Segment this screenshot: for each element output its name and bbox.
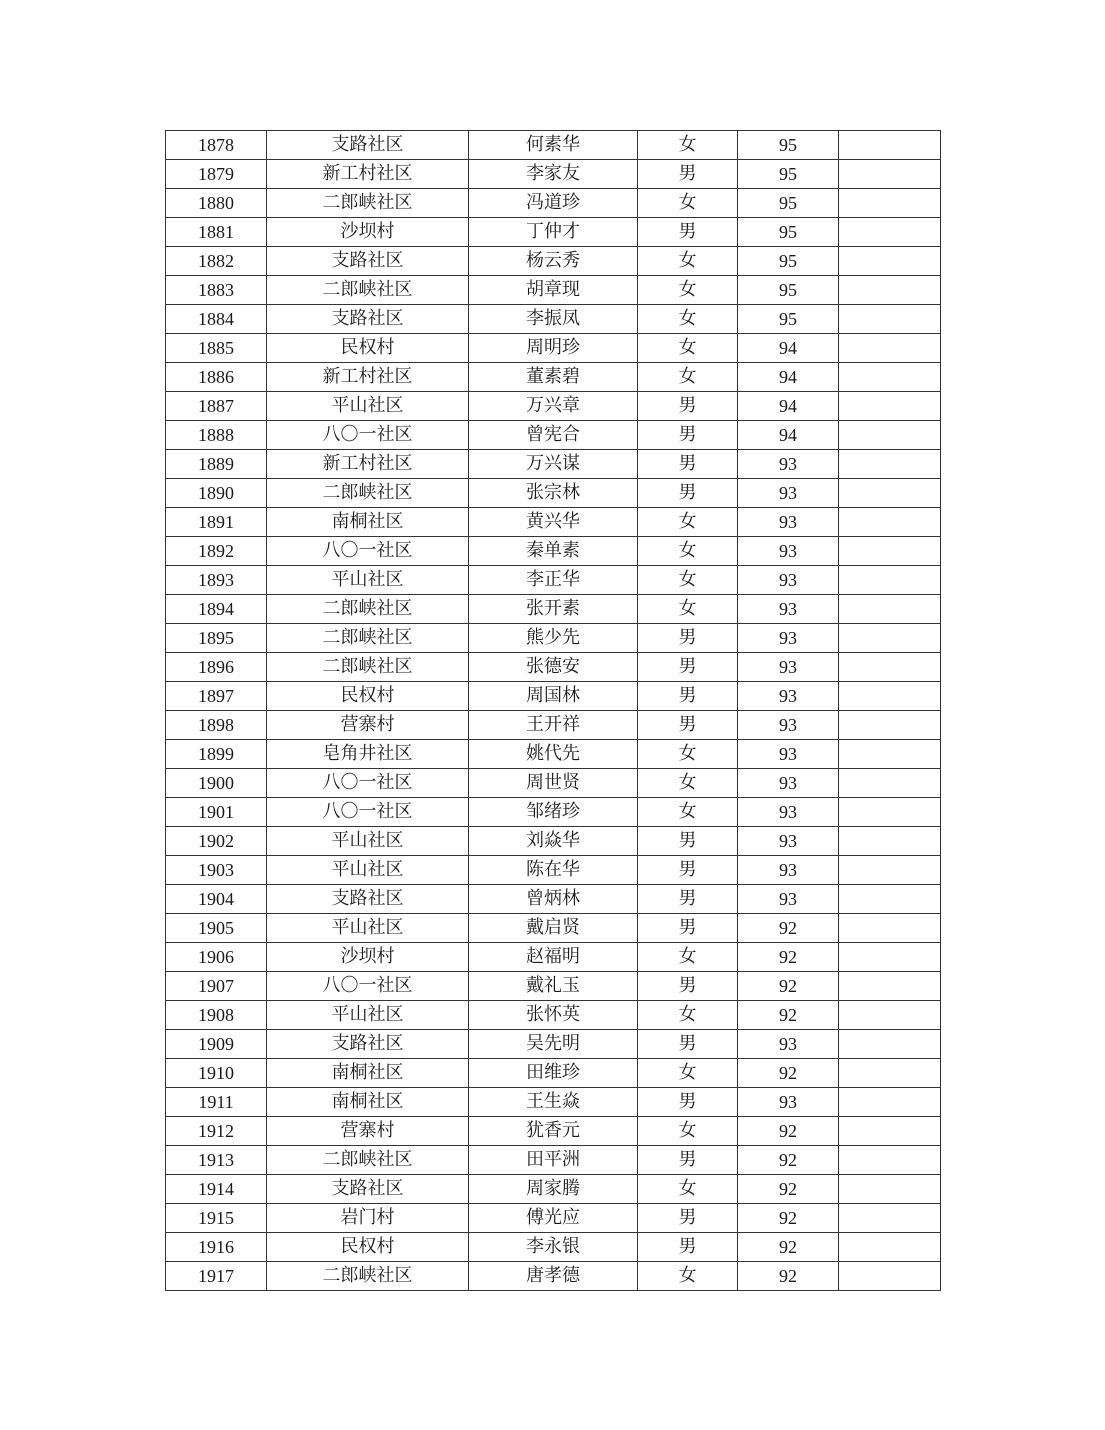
- age-cell: 93: [738, 711, 839, 740]
- age-cell: 95: [738, 189, 839, 218]
- note-cell: [839, 1146, 941, 1175]
- name-cell: 黄兴华: [469, 508, 638, 537]
- row-number-cell: 1887: [166, 392, 267, 421]
- row-number-cell: 1897: [166, 682, 267, 711]
- community-cell: 沙坝村: [267, 218, 469, 247]
- row-number-cell: 1879: [166, 160, 267, 189]
- table-row: [166, 566, 941, 595]
- table-row: [166, 508, 941, 537]
- age-cell: 94: [738, 392, 839, 421]
- note-cell: [839, 972, 941, 1001]
- note-cell: [839, 1262, 941, 1291]
- gender-cell: 男: [638, 1088, 738, 1117]
- name-cell: 何素华: [469, 131, 638, 160]
- community-cell: 八〇一社区: [267, 537, 469, 566]
- table-row: [166, 682, 941, 711]
- table-row: [166, 885, 941, 914]
- note-cell: [839, 218, 941, 247]
- gender-cell: 女: [638, 131, 738, 160]
- age-cell: 95: [738, 247, 839, 276]
- row-number-cell: 1904: [166, 885, 267, 914]
- gender-cell: 男: [638, 827, 738, 856]
- table-row: [166, 1175, 941, 1204]
- row-number-cell: 1903: [166, 856, 267, 885]
- note-cell: [839, 1175, 941, 1204]
- note-cell: [839, 508, 941, 537]
- row-number-cell: 1917: [166, 1262, 267, 1291]
- table-row: [166, 914, 941, 943]
- note-cell: [839, 363, 941, 392]
- row-number-cell: 1885: [166, 334, 267, 363]
- name-cell: 杨云秀: [469, 247, 638, 276]
- community-cell: 平山社区: [267, 856, 469, 885]
- note-cell: [839, 421, 941, 450]
- name-cell: 犹香元: [469, 1117, 638, 1146]
- gender-cell: 男: [638, 450, 738, 479]
- row-number-cell: 1894: [166, 595, 267, 624]
- row-number-cell: 1878: [166, 131, 267, 160]
- table-row: [166, 624, 941, 653]
- name-cell: 张开素: [469, 595, 638, 624]
- table-row: [166, 711, 941, 740]
- table-row: [166, 392, 941, 421]
- row-number-cell: 1907: [166, 972, 267, 1001]
- gender-cell: 男: [638, 479, 738, 508]
- name-cell: 周国林: [469, 682, 638, 711]
- age-cell: 92: [738, 1262, 839, 1291]
- name-cell: 熊少先: [469, 624, 638, 653]
- age-cell: 93: [738, 798, 839, 827]
- community-cell: 支路社区: [267, 1030, 469, 1059]
- name-cell: 田维珍: [469, 1059, 638, 1088]
- community-cell: 沙坝村: [267, 943, 469, 972]
- age-cell: 92: [738, 1059, 839, 1088]
- table-row: [166, 160, 941, 189]
- age-cell: 94: [738, 421, 839, 450]
- gender-cell: 男: [638, 1204, 738, 1233]
- gender-cell: 女: [638, 566, 738, 595]
- community-cell: 营寨村: [267, 1117, 469, 1146]
- gender-cell: 女: [638, 276, 738, 305]
- name-cell: 戴启贤: [469, 914, 638, 943]
- gender-cell: 男: [638, 1233, 738, 1262]
- note-cell: [839, 682, 941, 711]
- row-number-cell: 1893: [166, 566, 267, 595]
- table-row: [166, 537, 941, 566]
- age-cell: 92: [738, 943, 839, 972]
- row-number-cell: 1915: [166, 1204, 267, 1233]
- note-cell: [839, 624, 941, 653]
- gender-cell: 男: [638, 885, 738, 914]
- note-cell: [839, 740, 941, 769]
- gender-cell: 男: [638, 1030, 738, 1059]
- row-number-cell: 1882: [166, 247, 267, 276]
- name-cell: 李家友: [469, 160, 638, 189]
- gender-cell: 男: [638, 392, 738, 421]
- gender-cell: 女: [638, 508, 738, 537]
- age-cell: 94: [738, 363, 839, 392]
- age-cell: 93: [738, 450, 839, 479]
- gender-cell: 男: [638, 682, 738, 711]
- note-cell: [839, 392, 941, 421]
- gender-cell: 女: [638, 740, 738, 769]
- note-cell: [839, 711, 941, 740]
- gender-cell: 女: [638, 1262, 738, 1291]
- gender-cell: 男: [638, 1146, 738, 1175]
- row-number-cell: 1910: [166, 1059, 267, 1088]
- name-cell: 曾宪合: [469, 421, 638, 450]
- row-number-cell: 1902: [166, 827, 267, 856]
- row-number-cell: 1900: [166, 769, 267, 798]
- row-number-cell: 1889: [166, 450, 267, 479]
- row-number-cell: 1916: [166, 1233, 267, 1262]
- table-row: [166, 1146, 941, 1175]
- name-cell: 周明珍: [469, 334, 638, 363]
- name-cell: 周世贤: [469, 769, 638, 798]
- name-cell: 胡章现: [469, 276, 638, 305]
- note-cell: [839, 305, 941, 334]
- row-number-cell: 1895: [166, 624, 267, 653]
- name-cell: 李永银: [469, 1233, 638, 1262]
- name-cell: 陈在华: [469, 856, 638, 885]
- table-row: [166, 1262, 941, 1291]
- row-number-cell: 1883: [166, 276, 267, 305]
- row-number-cell: 1892: [166, 537, 267, 566]
- note-cell: [839, 131, 941, 160]
- table-row: [166, 1117, 941, 1146]
- gender-cell: 女: [638, 334, 738, 363]
- row-number-cell: 1890: [166, 479, 267, 508]
- community-cell: 民权村: [267, 334, 469, 363]
- community-cell: 民权村: [267, 682, 469, 711]
- community-cell: 新工村社区: [267, 160, 469, 189]
- community-cell: 支路社区: [267, 131, 469, 160]
- name-cell: 冯道珍: [469, 189, 638, 218]
- community-cell: 二郎峡社区: [267, 1262, 469, 1291]
- name-cell: 吴先明: [469, 1030, 638, 1059]
- name-cell: 李振凤: [469, 305, 638, 334]
- note-cell: [839, 1030, 941, 1059]
- name-cell: 张德安: [469, 653, 638, 682]
- age-cell: 95: [738, 131, 839, 160]
- table-row: [166, 856, 941, 885]
- age-cell: 93: [738, 508, 839, 537]
- table-row: [166, 769, 941, 798]
- note-cell: [839, 914, 941, 943]
- age-cell: 95: [738, 160, 839, 189]
- name-cell: 万兴章: [469, 392, 638, 421]
- row-number-cell: 1914: [166, 1175, 267, 1204]
- name-cell: 邹绪珍: [469, 798, 638, 827]
- community-cell: 二郎峡社区: [267, 189, 469, 218]
- community-cell: 二郎峡社区: [267, 595, 469, 624]
- community-cell: 平山社区: [267, 566, 469, 595]
- age-cell: 93: [738, 769, 839, 798]
- note-cell: [839, 1117, 941, 1146]
- gender-cell: 男: [638, 421, 738, 450]
- community-cell: 支路社区: [267, 1175, 469, 1204]
- row-number-cell: 1880: [166, 189, 267, 218]
- age-cell: 95: [738, 305, 839, 334]
- community-cell: 岩门村: [267, 1204, 469, 1233]
- note-cell: [839, 1204, 941, 1233]
- note-cell: [839, 566, 941, 595]
- table-row: [166, 334, 941, 363]
- row-number-cell: 1891: [166, 508, 267, 537]
- gender-cell: 男: [638, 218, 738, 247]
- table-body: [166, 131, 941, 1291]
- gender-cell: 女: [638, 1059, 738, 1088]
- gender-cell: 男: [638, 711, 738, 740]
- name-cell: 赵福明: [469, 943, 638, 972]
- elderly-roster-table: [165, 130, 941, 1291]
- name-cell: 张宗林: [469, 479, 638, 508]
- community-cell: 南桐社区: [267, 1059, 469, 1088]
- table-row: [166, 450, 941, 479]
- community-cell: 新工村社区: [267, 450, 469, 479]
- row-number-cell: 1896: [166, 653, 267, 682]
- community-cell: 平山社区: [267, 827, 469, 856]
- row-number-cell: 1912: [166, 1117, 267, 1146]
- table-row: [166, 972, 941, 1001]
- row-number-cell: 1913: [166, 1146, 267, 1175]
- community-cell: 皂角井社区: [267, 740, 469, 769]
- table-row: [166, 1233, 941, 1262]
- community-cell: 支路社区: [267, 305, 469, 334]
- gender-cell: 男: [638, 160, 738, 189]
- table-row: [166, 1059, 941, 1088]
- community-cell: 二郎峡社区: [267, 479, 469, 508]
- name-cell: 曾炳林: [469, 885, 638, 914]
- community-cell: 二郎峡社区: [267, 653, 469, 682]
- row-number-cell: 1884: [166, 305, 267, 334]
- community-cell: 二郎峡社区: [267, 1146, 469, 1175]
- name-cell: 王生焱: [469, 1088, 638, 1117]
- name-cell: 张怀英: [469, 1001, 638, 1030]
- name-cell: 李正华: [469, 566, 638, 595]
- age-cell: 93: [738, 595, 839, 624]
- row-number-cell: 1901: [166, 798, 267, 827]
- gender-cell: 男: [638, 856, 738, 885]
- note-cell: [839, 595, 941, 624]
- age-cell: 92: [738, 1204, 839, 1233]
- age-cell: 93: [738, 479, 839, 508]
- table-row: [166, 421, 941, 450]
- gender-cell: 男: [638, 624, 738, 653]
- note-cell: [839, 1059, 941, 1088]
- note-cell: [839, 885, 941, 914]
- age-cell: 93: [738, 537, 839, 566]
- community-cell: 新工村社区: [267, 363, 469, 392]
- table-row: [166, 479, 941, 508]
- age-cell: 95: [738, 218, 839, 247]
- community-cell: 民权村: [267, 1233, 469, 1262]
- community-cell: 平山社区: [267, 392, 469, 421]
- name-cell: 万兴谋: [469, 450, 638, 479]
- row-number-cell: 1906: [166, 943, 267, 972]
- age-cell: 93: [738, 566, 839, 595]
- note-cell: [839, 653, 941, 682]
- gender-cell: 男: [638, 653, 738, 682]
- name-cell: 王开祥: [469, 711, 638, 740]
- age-cell: 92: [738, 972, 839, 1001]
- note-cell: [839, 1088, 941, 1117]
- row-number-cell: 1881: [166, 218, 267, 247]
- note-cell: [839, 276, 941, 305]
- name-cell: 田平洲: [469, 1146, 638, 1175]
- row-number-cell: 1888: [166, 421, 267, 450]
- name-cell: 秦单素: [469, 537, 638, 566]
- age-cell: 93: [738, 1030, 839, 1059]
- age-cell: 93: [738, 624, 839, 653]
- gender-cell: 女: [638, 305, 738, 334]
- table-row: [166, 740, 941, 769]
- gender-cell: 女: [638, 1175, 738, 1204]
- community-cell: 平山社区: [267, 1001, 469, 1030]
- name-cell: 丁仲才: [469, 218, 638, 247]
- table-row: [166, 798, 941, 827]
- gender-cell: 女: [638, 189, 738, 218]
- age-cell: 92: [738, 1175, 839, 1204]
- note-cell: [839, 769, 941, 798]
- community-cell: 南桐社区: [267, 508, 469, 537]
- community-cell: 平山社区: [267, 914, 469, 943]
- gender-cell: 女: [638, 769, 738, 798]
- community-cell: 支路社区: [267, 885, 469, 914]
- row-number-cell: 1886: [166, 363, 267, 392]
- table-row: [166, 1088, 941, 1117]
- age-cell: 93: [738, 740, 839, 769]
- note-cell: [839, 189, 941, 218]
- note-cell: [839, 450, 941, 479]
- community-cell: 二郎峡社区: [267, 624, 469, 653]
- gender-cell: 女: [638, 1001, 738, 1030]
- table-row: [166, 189, 941, 218]
- age-cell: 93: [738, 653, 839, 682]
- gender-cell: 男: [638, 914, 738, 943]
- table-row: [166, 1030, 941, 1059]
- note-cell: [839, 856, 941, 885]
- age-cell: 93: [738, 827, 839, 856]
- table-row: [166, 595, 941, 624]
- name-cell: 姚代先: [469, 740, 638, 769]
- table-row: [166, 943, 941, 972]
- name-cell: 董素碧: [469, 363, 638, 392]
- note-cell: [839, 479, 941, 508]
- age-cell: 93: [738, 856, 839, 885]
- row-number-cell: 1905: [166, 914, 267, 943]
- table-row: [166, 247, 941, 276]
- age-cell: 95: [738, 276, 839, 305]
- table-row: [166, 276, 941, 305]
- note-cell: [839, 943, 941, 972]
- table-row: [166, 363, 941, 392]
- gender-cell: 女: [638, 363, 738, 392]
- table-row: [166, 218, 941, 247]
- age-cell: 92: [738, 1001, 839, 1030]
- age-cell: 92: [738, 1117, 839, 1146]
- gender-cell: 女: [638, 798, 738, 827]
- name-cell: 傅光应: [469, 1204, 638, 1233]
- note-cell: [839, 798, 941, 827]
- note-cell: [839, 334, 941, 363]
- gender-cell: 男: [638, 972, 738, 1001]
- age-cell: 92: [738, 914, 839, 943]
- community-cell: 支路社区: [267, 247, 469, 276]
- gender-cell: 女: [638, 247, 738, 276]
- table-row: [166, 1001, 941, 1030]
- age-cell: 92: [738, 1233, 839, 1262]
- table-row: [166, 305, 941, 334]
- note-cell: [839, 1001, 941, 1030]
- age-cell: 92: [738, 1146, 839, 1175]
- community-cell: 二郎峡社区: [267, 276, 469, 305]
- row-number-cell: 1898: [166, 711, 267, 740]
- gender-cell: 女: [638, 1117, 738, 1146]
- note-cell: [839, 160, 941, 189]
- note-cell: [839, 1233, 941, 1262]
- table-row: [166, 1204, 941, 1233]
- community-cell: 营寨村: [267, 711, 469, 740]
- community-cell: 南桐社区: [267, 1088, 469, 1117]
- note-cell: [839, 537, 941, 566]
- community-cell: 八〇一社区: [267, 421, 469, 450]
- gender-cell: 女: [638, 537, 738, 566]
- community-cell: 八〇一社区: [267, 972, 469, 1001]
- age-cell: 94: [738, 334, 839, 363]
- name-cell: 戴礼玉: [469, 972, 638, 1001]
- age-cell: 93: [738, 1088, 839, 1117]
- age-cell: 93: [738, 885, 839, 914]
- gender-cell: 女: [638, 943, 738, 972]
- table-row: [166, 131, 941, 160]
- table-row: [166, 653, 941, 682]
- note-cell: [839, 827, 941, 856]
- row-number-cell: 1899: [166, 740, 267, 769]
- note-cell: [839, 247, 941, 276]
- gender-cell: 女: [638, 595, 738, 624]
- row-number-cell: 1909: [166, 1030, 267, 1059]
- community-cell: 八〇一社区: [267, 769, 469, 798]
- row-number-cell: 1911: [166, 1088, 267, 1117]
- age-cell: 93: [738, 682, 839, 711]
- name-cell: 唐孝德: [469, 1262, 638, 1291]
- table-row: [166, 827, 941, 856]
- community-cell: 八〇一社区: [267, 798, 469, 827]
- row-number-cell: 1908: [166, 1001, 267, 1030]
- name-cell: 周家腾: [469, 1175, 638, 1204]
- name-cell: 刘焱华: [469, 827, 638, 856]
